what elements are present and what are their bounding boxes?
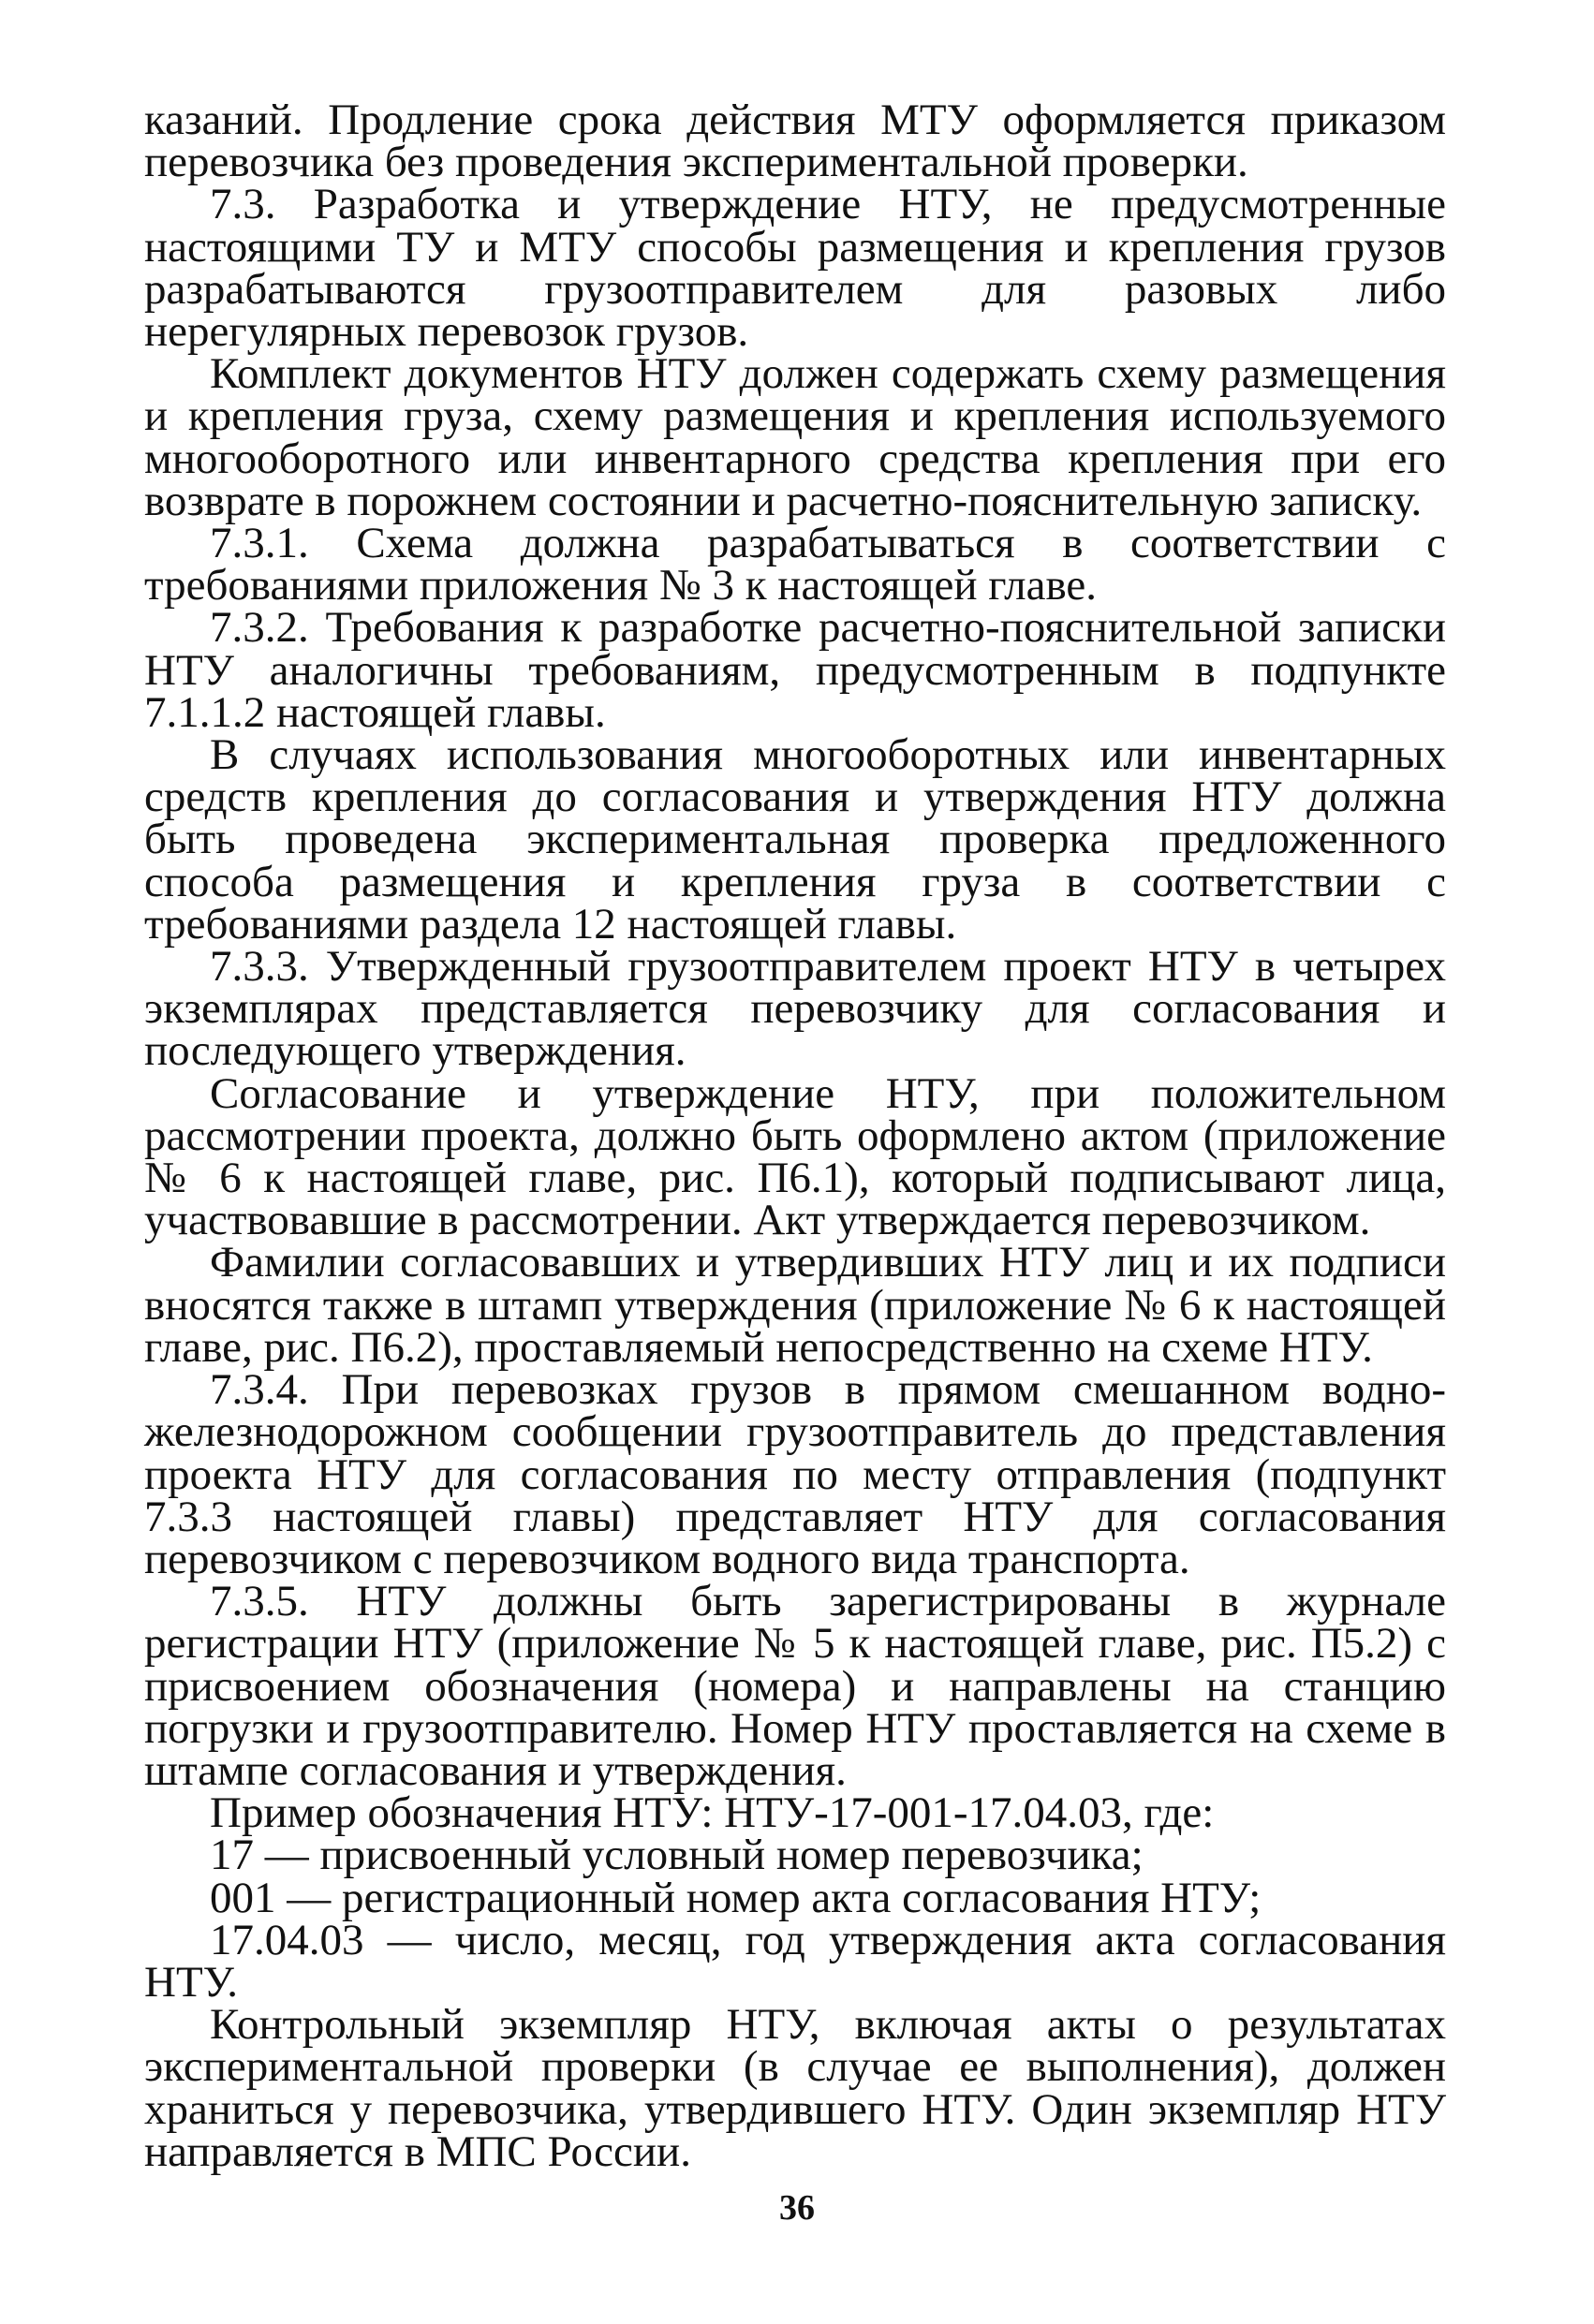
- paragraph-control-copy: Контрольный экземпляр НТУ, включая акты о результатах экспериментальной проверки (в случае ее выполнения), должен храниться у перевозчика, утвердившего НТУ. Один экземпляр НТУ направляется в МПС России.: [144, 2000, 1446, 2176]
- paragraph-approval-stamp: Фамилии согласовавших и утвердивших НТУ лиц и их подписи вносятся также в штамп утверждения (приложение № 6 к настоящей главе, рис. П6.2), проставляемый непосредственно на схеме НТУ.: [144, 1238, 1446, 1372]
- designation-item-registration: 001 — регистрационный номер акта согласования НТУ;: [210, 1873, 1262, 1922]
- paragraph-7-3-2: 7.3.2. Требования к разработке расчетно-пояснительной записки НТУ аналогичны требованиям, предусмотренным в подпункте 7.1.1.2 настоящей главы.: [144, 603, 1446, 737]
- paragraph-7-3-1: 7.3.1. Схема должна разрабатываться в соответствии с требованиями приложения № 3 к настоящей главе.: [144, 519, 1446, 610]
- paragraph-continuation: казаний. Продление срока действия МТУ оформляется приказом перевозчика без проведения экспериментальной проверки.: [144, 96, 1446, 187]
- paragraph-experimental-check: В случаях использования многооборотных или инвентарных средств крепления до согласования и утверждения НТУ должна быть проведена экспериментальная проверка предложенного способа размещения и крепления груза в соответствии с требованиями раздела 12 настоящей главы.: [144, 730, 1446, 949]
- paragraph-designation-example: Пример обозначения НТУ: НТУ-17-001-17.04.03, где:: [210, 1788, 1215, 1838]
- page-number: 36: [779, 2188, 815, 2228]
- designation-item-date: 17.04.03 — число, месяц, год утверждения акта согласования НТУ.: [144, 1915, 1446, 2007]
- paragraph-7-3-5: 7.3.5. НТУ должны быть зарегистрированы в журнале регистрации НТУ (приложение № 5 к настоящей главе, рис. П5.2) с присвоением обозначения (номера) и направлены на станцию погрузки и грузоотправителю. Номер НТУ проставляется на схеме в штампе согласования и утверждения.: [144, 1577, 1446, 1795]
- paragraph-approval-act: Согласование и утверждение НТУ, при положительном рассмотрении проекта, должно быть оформлено актом (приложение № 6 к настоящей главе, рис. П6.1), который подписывают лица, участвовавшие в рассмотрении. Акт утверждается перевозчиком.: [144, 1068, 1446, 1245]
- document-body: [144, 96, 1446, 2176]
- paragraph-7-3: 7.3. Разработка и утверждение НТУ, не предусмотренные настоящими ТУ и МТУ способы размещения и крепления грузов разрабатываются грузоотправителем для разовых либо нерегулярных перевозок грузов.: [144, 180, 1446, 357]
- paragraph-7-3-3: 7.3.3. Утвержденный грузоотправителем проект НТУ в четырех экземплярах представляется перевозчику для согласования и последующего утверждения.: [144, 942, 1446, 1076]
- paragraph-7-3-4: 7.3.4. При перевозках грузов в прямом смешанном водно-железнодорожном сообщении грузоотправитель до представления проекта НТУ для согласования по месту отправления (подпункт 7.3.3 настоящей главы) представляет НТУ для согласования перевозчиком с перевозчиком водного вида транспорта.: [144, 1365, 1446, 1583]
- paragraph-document-set: Комплект документов НТУ должен содержать схему размещения и крепления груза, схему размещения и крепления используемого многооборотного или инвентарного средства крепления при его возврате в порожнем состоянии и расчетно-пояснительную записку.: [144, 349, 1446, 525]
- designation-item-carrier: 17 — присвоенный условный номер перевозчика;: [210, 1831, 1144, 1880]
